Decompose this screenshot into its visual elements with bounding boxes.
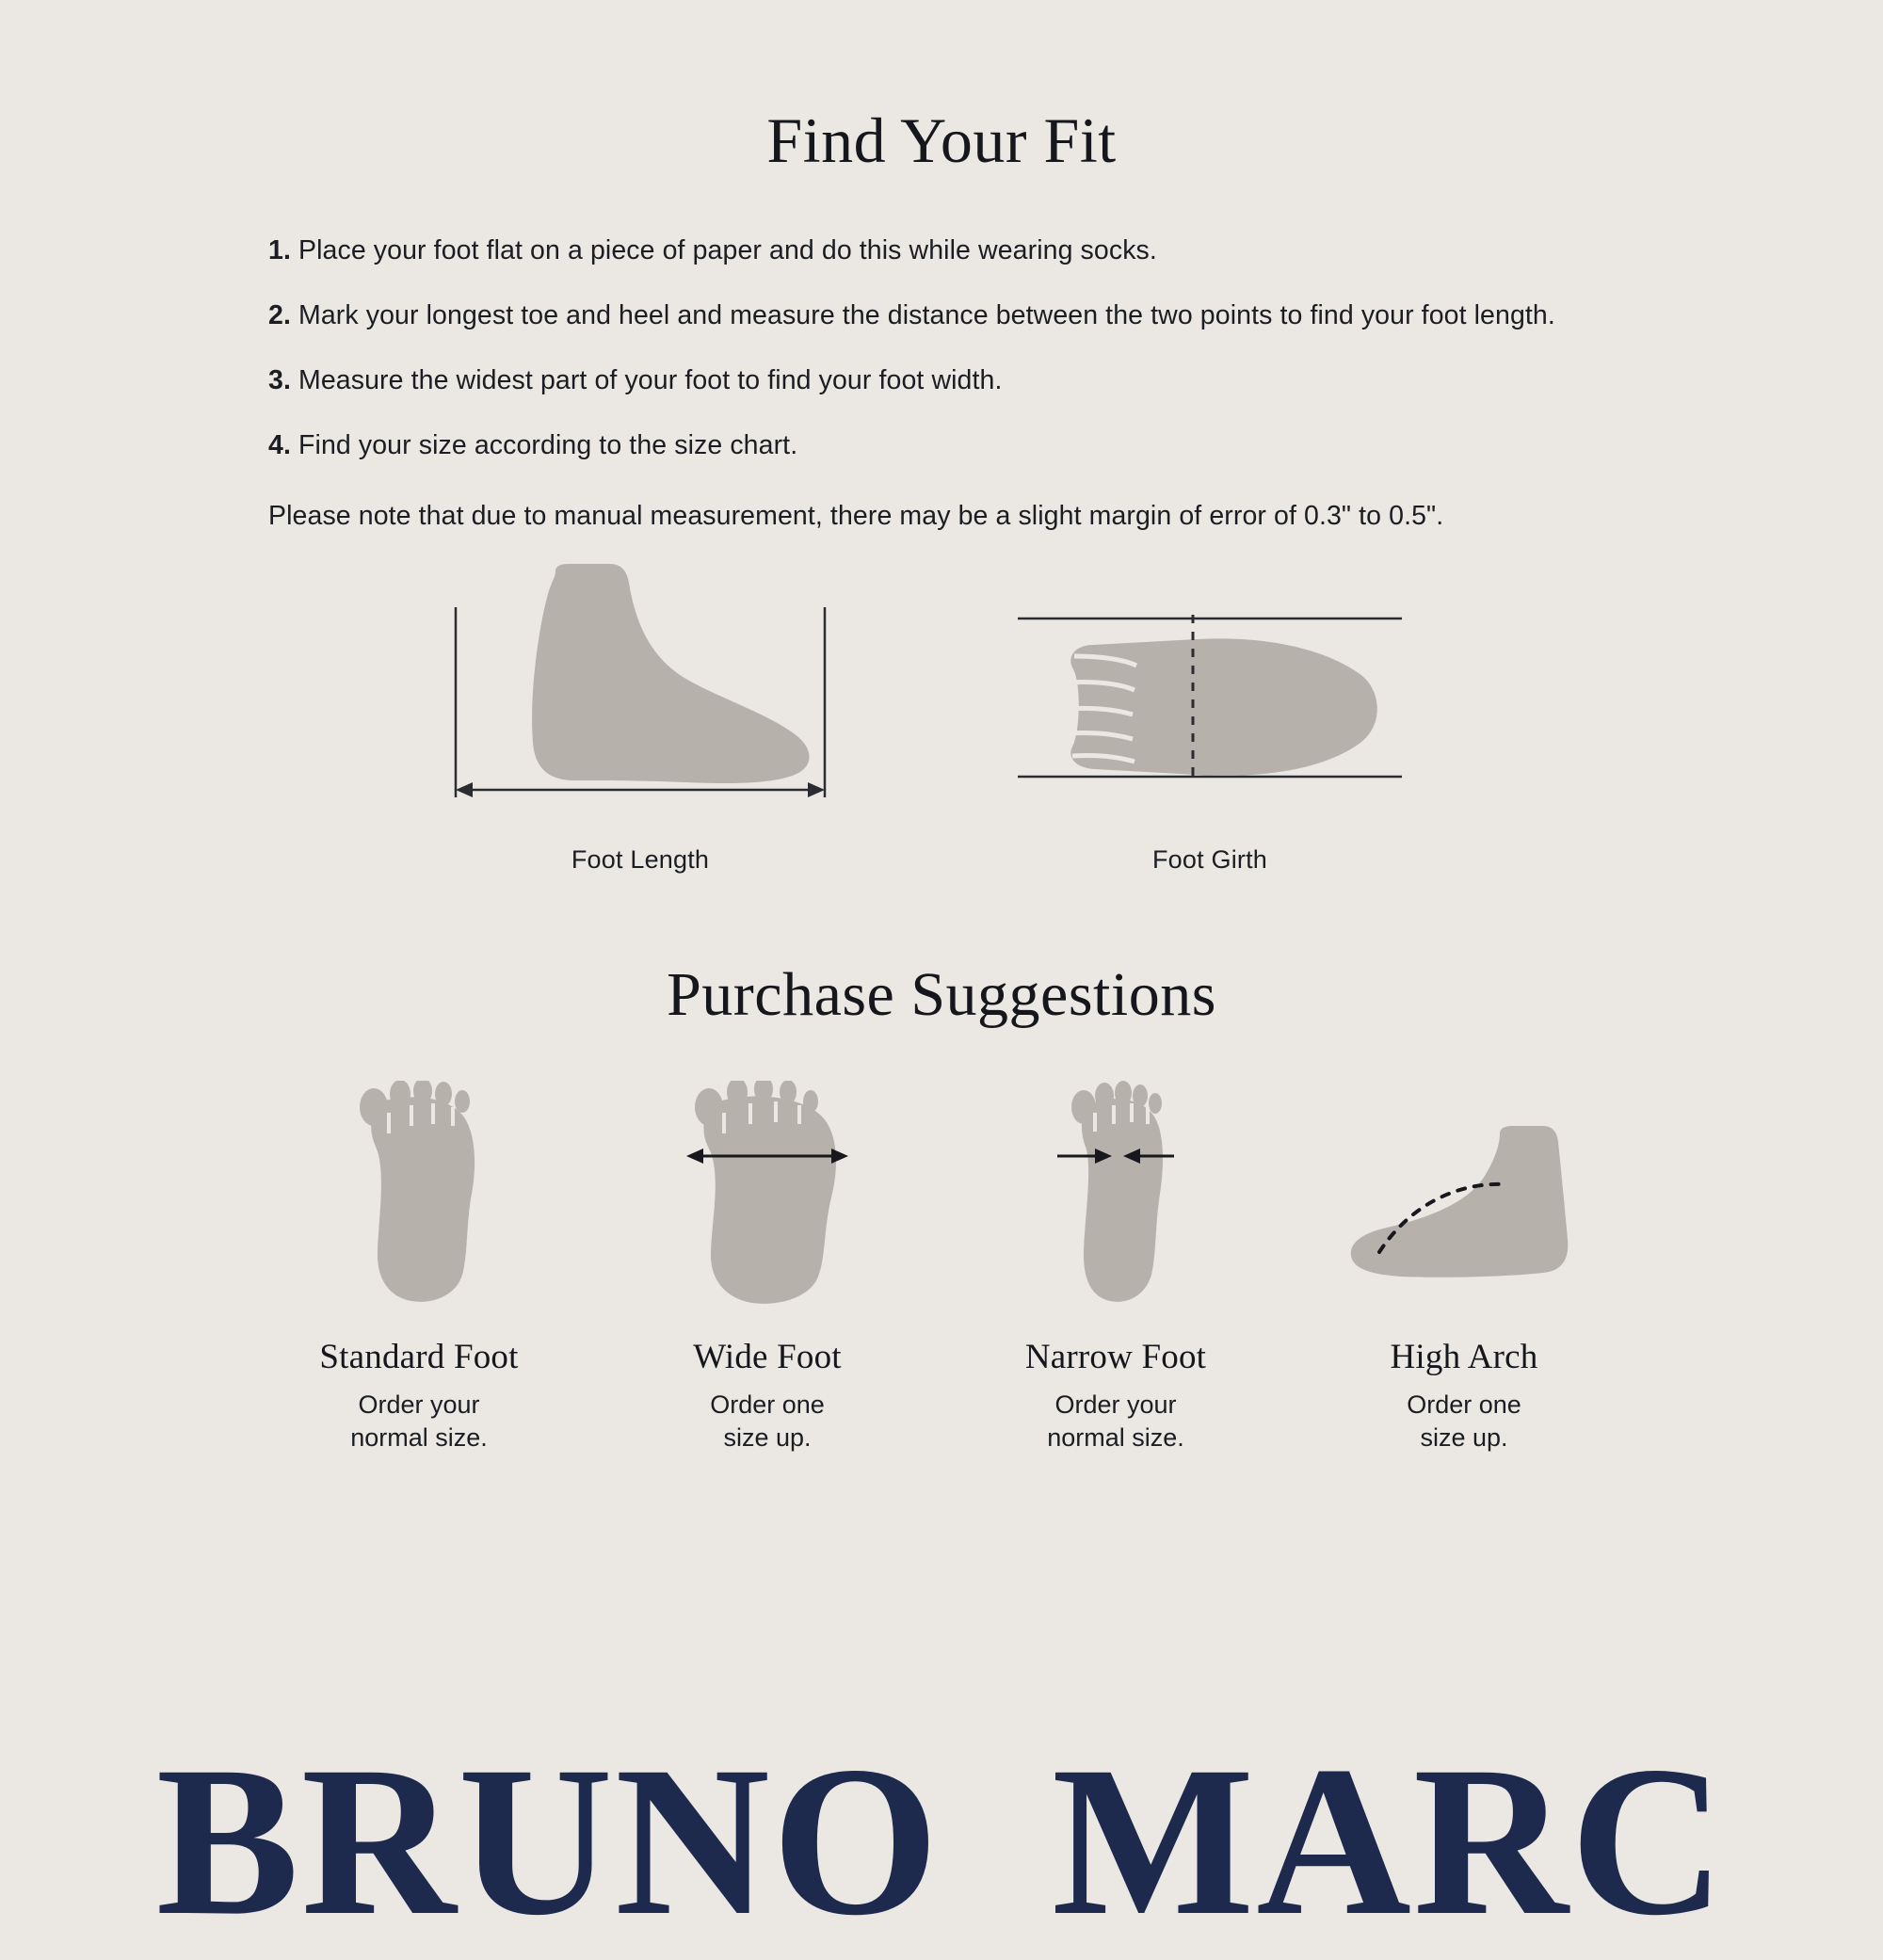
foot-girth-diagram (1012, 562, 1408, 875)
suggestion-title: Narrow Foot (1024, 1338, 1207, 1377)
purchase-suggestion-list (0, 1081, 1883, 1454)
suggestion-title: High Arch (1390, 1338, 1538, 1377)
instruction-step-2 (268, 297, 1624, 334)
measurement-note: Please note that due to manual measurement, there may be a slight margin of error of 0.3" to 0.5". (268, 500, 1444, 531)
instruction-step-4 (268, 426, 1624, 464)
step-text: Mark your longest toe and heel and measure the distance between the two points to find your foot length. (298, 300, 1555, 331)
step-text: Find your size according to the size chart. (298, 430, 798, 461)
suggestion-art (1290, 1081, 1638, 1316)
page-title: Find Your Fit (766, 104, 1117, 176)
step-number: 4. (268, 430, 291, 461)
instruction-step-1 (268, 232, 1624, 269)
suggestion-wide-foot (593, 1081, 942, 1454)
standard-foot-icon (334, 1081, 504, 1316)
step-number: 3. (268, 365, 291, 396)
instructions-list (259, 232, 1624, 535)
measurement-diagrams (0, 562, 1883, 873)
diagram-caption: Foot Length (571, 844, 710, 874)
suggestion-art (245, 1081, 593, 1316)
suggestion-standard-foot (245, 1081, 593, 1454)
step-text: Place your foot flat on a piece of paper and do this while wearing socks. (298, 235, 1157, 266)
suggestion-description: Order your normal size. (1047, 1390, 1184, 1452)
instruction-step-3 (268, 361, 1624, 399)
suggestion-description: Order your normal size. (350, 1390, 488, 1452)
suggestion-narrow-foot (942, 1081, 1290, 1454)
size-guide-page (0, 43, 1883, 1960)
diagram-caption: Foot Girth (1151, 844, 1268, 874)
step-text: Measure the widest part of your foot to find your foot width. (298, 365, 1003, 396)
suggestion-art (942, 1081, 1290, 1316)
suggestion-title: Standard Foot (319, 1338, 519, 1377)
suggestion-description: Order one size up. (1407, 1390, 1521, 1452)
suggestion-high-arch (1290, 1081, 1638, 1454)
narrow-foot-icon (1031, 1081, 1200, 1316)
step-number: 1. (268, 235, 291, 266)
top-foot-icon (1012, 562, 1408, 835)
high-arch-icon (1342, 1081, 1586, 1316)
brand-logo: BRUNO MARC (155, 1722, 1728, 1960)
suggestion-title: Wide Foot (693, 1338, 842, 1377)
side-foot-icon (443, 562, 838, 835)
foot-length-diagram (443, 562, 838, 875)
section-title-purchase-suggestions: Purchase Suggestions (667, 959, 1216, 1029)
suggestion-art (593, 1081, 942, 1316)
wide-foot-icon (673, 1081, 861, 1316)
step-number: 2. (268, 300, 291, 331)
suggestion-description: Order one size up. (710, 1390, 825, 1452)
